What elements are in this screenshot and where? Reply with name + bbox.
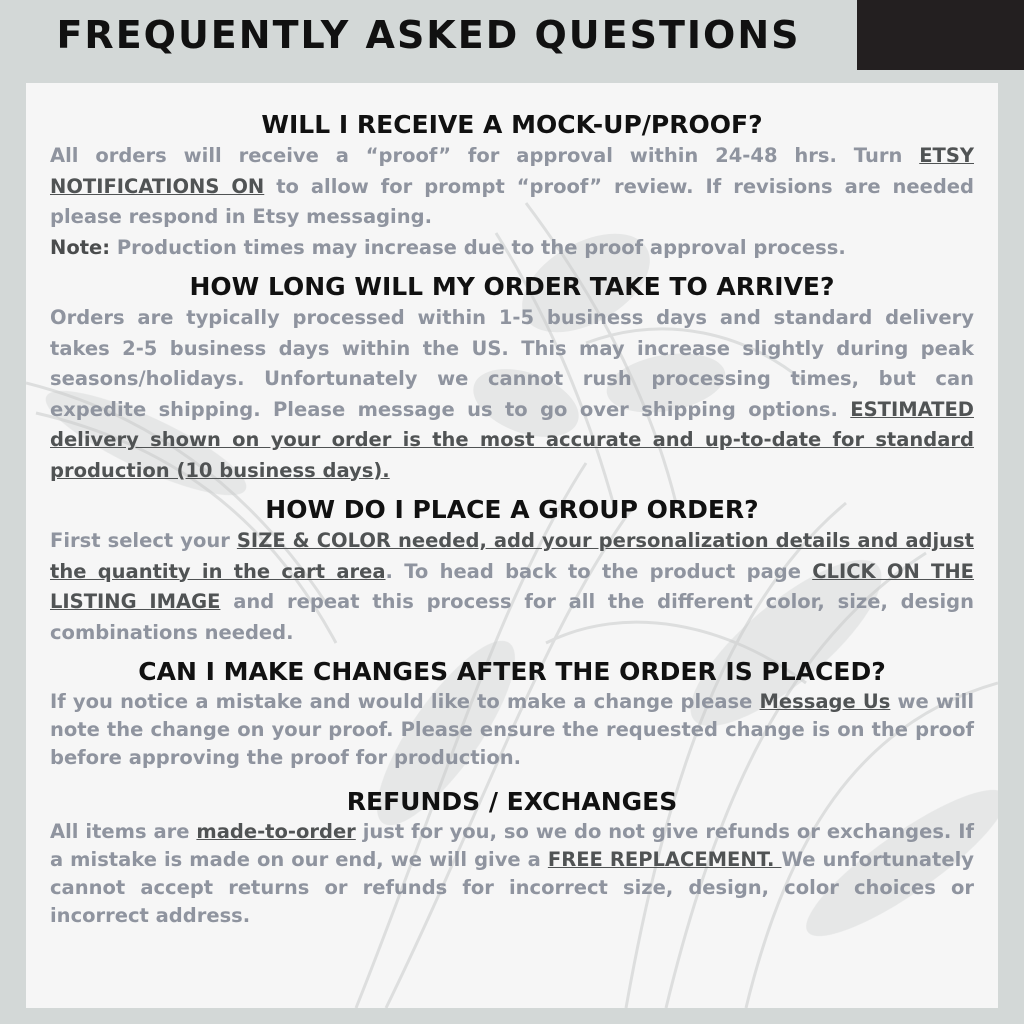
free-replacement-text: FREE REPLACEMENT.: [547, 848, 782, 871]
page-title: FREQUENTLY ASKED QUESTIONS: [56, 13, 801, 57]
faq-answer-group-order: First select your SIZE & COLOR needed, add your personalization details and adjust the quantity in the cart area. To head back to the product page CLICK ON THE LISTING IMAGE and repeat this process for all the different color, size, design combinations needed.: [50, 529, 974, 644]
faq-answer-proof: All orders will receive a “proof” for approval within 24-48 hrs. Turn ETSY NOTIFICATIONS ON to allow for prompt “proof” review. If revisions are needed please respond in Etsy messaging. Note: Production times may increase due to the proof approval process.: [50, 144, 974, 259]
made-to-order-text: made-to-order: [196, 820, 356, 843]
faq-answer-changes: If you notice a mistake and would like to make a change please Message Us we will note the change on your proof. Please ensure the requested change is on the proof before approving the proof for production.: [50, 690, 975, 769]
size-color-instructions-text: SIZE & COLOR needed, add your personalization details and adjust the quantity in the cart area: [50, 529, 974, 583]
etsy-notifications-text: ETSY NOTIFICATIONS ON: [50, 144, 974, 198]
header-accent-block: [857, 0, 1024, 70]
faq-answer-refunds: All items are made-to-order just for you, so we do not give refunds or exchanges. If a mistake is made on our end, we will give a FREE REPLACEMENT. We unfortunately cannot accept returns or refunds for incorrect size, design, color choices or incorrect address.: [50, 820, 975, 927]
estimated-delivery-text: ESTIMATED delivery shown on your order is the most accurate and up-to-date for standard production (10 business days).: [50, 397, 974, 482]
faq-question-refunds: REFUNDS / EXCHANGES: [346, 787, 678, 816]
faq-question-arrival: HOW LONG WILL MY ORDER TAKE TO ARRIVE?: [189, 272, 835, 301]
message-us-text: Message Us: [759, 690, 891, 713]
faq-question-proof: WILL I RECEIVE A MOCK-UP/PROOF?: [261, 110, 763, 139]
faq-question-group-order: HOW DO I PLACE A GROUP ORDER?: [265, 495, 759, 524]
faq-panel: [26, 83, 998, 1008]
faq-question-changes: CAN I MAKE CHANGES AFTER THE ORDER IS PLACED?: [138, 657, 886, 686]
faq-list: [50, 109, 974, 930]
click-listing-image-text: CLICK ON THE LISTING IMAGE: [50, 559, 974, 613]
note-label: Note:: [50, 235, 111, 259]
faq-answer-arrival: Orders are typically processed within 1-5 business days and standard delivery takes 2-5 business days within the US. This may increase slightly during peak seasons/holidays. Unfortunately we cannot rush processing times, but can expedite shipping. Please message us to go over shipping options. ESTIMATED delivery shown on your order is the most accurate and up-to-date for standard production (10 business days).: [50, 306, 974, 482]
